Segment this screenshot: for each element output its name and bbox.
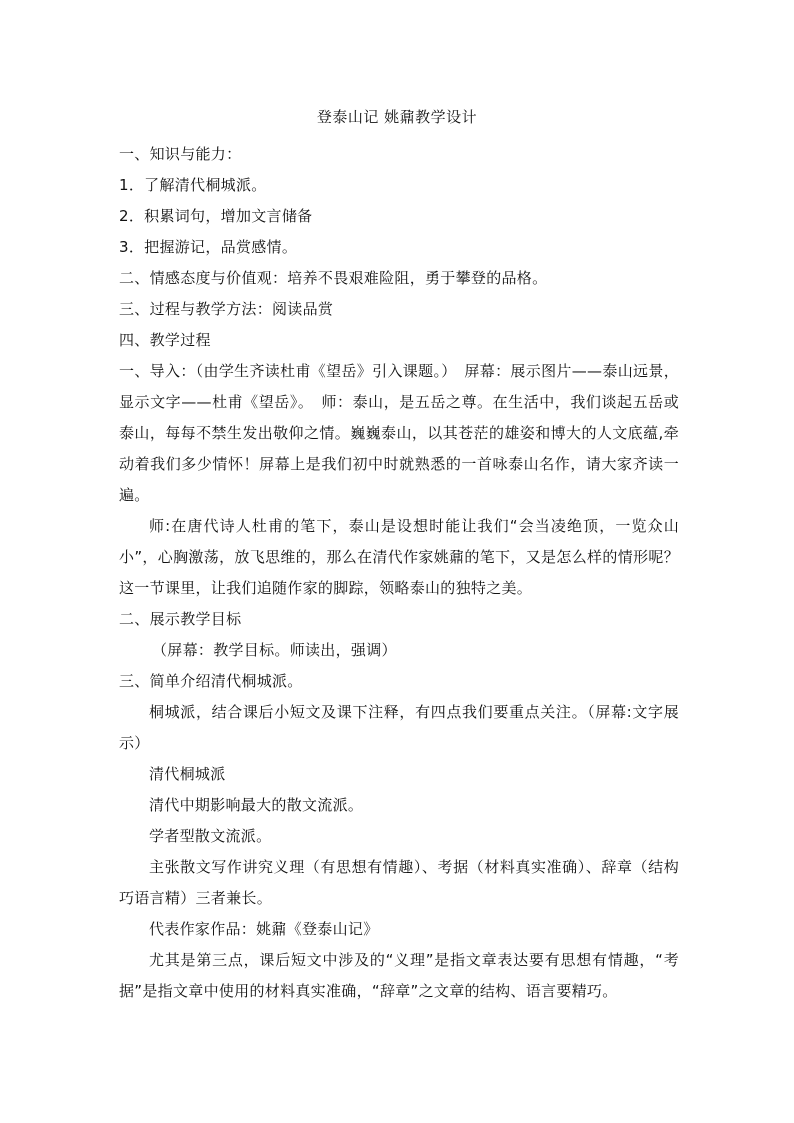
- heading-emotion-values: 二、情感态度与价值观：培养不畏艰难险阻，勇于攀登的品格。: [119, 269, 548, 287]
- objective-item-1: 1．了解清代桐城派。: [119, 176, 267, 194]
- tongcheng-point-2: 学者型散文流派。: [149, 827, 272, 845]
- document-title: 登泰山记 姚鼐教学设计: [316, 108, 478, 126]
- objective-item-2: 2．积累词句，增加文言储备: [119, 207, 313, 225]
- heading-teaching-process: 四、教学过程: [119, 331, 211, 349]
- heading-tongcheng-school: 三、简单介绍清代桐城派。: [119, 672, 303, 690]
- tongcheng-point-3: 主张散文写作讲究义理（有思想有情趣）、考据（材料真实准确）、辞章（结构巧语言精）三者兼长。: [119, 858, 679, 907]
- heading-process-method: 三、过程与教学方法：阅读品赏: [119, 300, 334, 318]
- tongcheng-point-4: 代表作家作品：姚鼐《登泰山记》: [149, 920, 379, 938]
- objective-item-3: 3．把握游记，品赏感情。: [119, 238, 298, 256]
- tongcheng-label: 清代桐城派: [149, 765, 226, 783]
- screen-note-paragraph: （屏幕：教学目标。师读出，强调）: [152, 641, 397, 659]
- explanation-paragraph: 尤其是第三点，课后短文中涉及的“义理”是指文章表达要有思想有情趣，“考据”是指文章中使用的材料真实准确，“辞章”之文章的结构、语言要精巧。: [119, 951, 679, 1000]
- heading-show-objectives: 二、展示教学目标: [119, 610, 242, 628]
- introduction-paragraph: 一、导入：（由学生齐读杜甫《望岳》引入课题。） 屏幕：展示图片——泰山远景，显示文字——杜甫《望岳》。 师：泰山，是五岳之尊。在生活中，我们谈起五岳或泰山，每每不禁生发出敬仰之情。巍巍泰山，以其苍茫的雄姿和博大的人文底蕴,牵动着我们多少情怀！屏幕上是我们初中时就熟悉的一首咏泰山名作，请大家齐读一遍。: [119, 362, 679, 504]
- heading-knowledge-ability: 一、知识与能力：: [119, 145, 242, 163]
- document-body: [119, 139, 679, 1007]
- tongcheng-point-1: 清代中期影响最大的散文流派。: [149, 796, 364, 814]
- tongcheng-intro-paragraph: 桐城派，结合课后小短文及课下注释，有四点我们要重点关注。（屏幕:文字展示）: [119, 703, 679, 752]
- teacher-remark-paragraph: 师:在唐代诗人杜甫的笔下，泰山是设想时能让我们“会当凌绝顶，一览众山小”，心胸激荡，放飞思维的，那么在清代作家姚鼐的笔下，又是怎么样的情形呢？这一节课里，让我们追随作家的脚踪，领略泰山的独特之美。: [119, 517, 679, 597]
